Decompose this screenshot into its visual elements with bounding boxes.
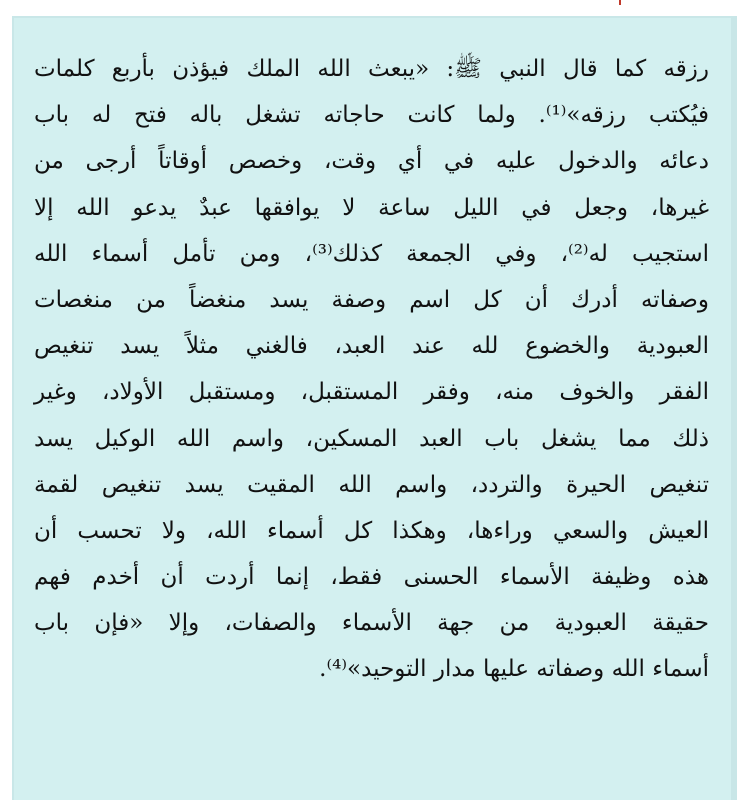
text-line: العيش والسعي وراءها، وهكذا كل أسماء الله، ولا تحسب أن	[34, 517, 709, 544]
text-line: هذه وظيفة الأسماء الحسنى فقط، إنما أردت أن أخدم فهم	[34, 564, 709, 591]
text-line: وصفاته أدرك أن كل اسم وصفة يسد منغضاً من منغصات	[34, 286, 709, 313]
text-line: ذلك مما يشغل باب العبد المسكين، واسم الله الوكيل يسد	[34, 425, 709, 452]
text-line: فيُكتب رزقه»⁽¹⁾. ولما كانت حاجاته تشغل باله فتح له باب	[34, 102, 710, 129]
text-line: تنغيص الحيرة والتردد، واسم الله المقيت يسد تنغيص لقمة	[34, 471, 709, 498]
text-line: استجيب له⁽²⁾، وفي الجمعة كذلك⁽³⁾، ومن تأمل أسماء الله	[34, 240, 709, 267]
text-line: حقيقة العبودية من جهة الأسماء والصفات، وإلا «فإن باب	[34, 610, 709, 637]
text-line-last: أسماء الله وصفاته عليها مدار التوحيد»⁽⁴⁾.	[319, 656, 709, 683]
text-line: دعائه والدخول عليه في أي وقت، وخصص أوقاتاً أرجى من	[34, 148, 709, 175]
body-text	[34, 46, 709, 693]
text-line: غيرها، وجعل في الليل ساعة لا يوافقها عبدٌ يدعو الله إلا	[34, 194, 710, 221]
text-line: العبودية والخضوع لله عند العبد، فالغني مثلاً يسد تنغيص	[34, 333, 709, 360]
text-line: رزقه كما قال النبي ﷺ: «يبعث الله الملك فيؤذن بأربع كلمات	[34, 56, 709, 82]
text-line: الفقر والخوف منه، وفقر المستقبل، ومستقبل الأولاد، وغير	[34, 379, 709, 406]
text-panel	[12, 16, 737, 800]
top-edge-mark	[619, 0, 621, 5]
